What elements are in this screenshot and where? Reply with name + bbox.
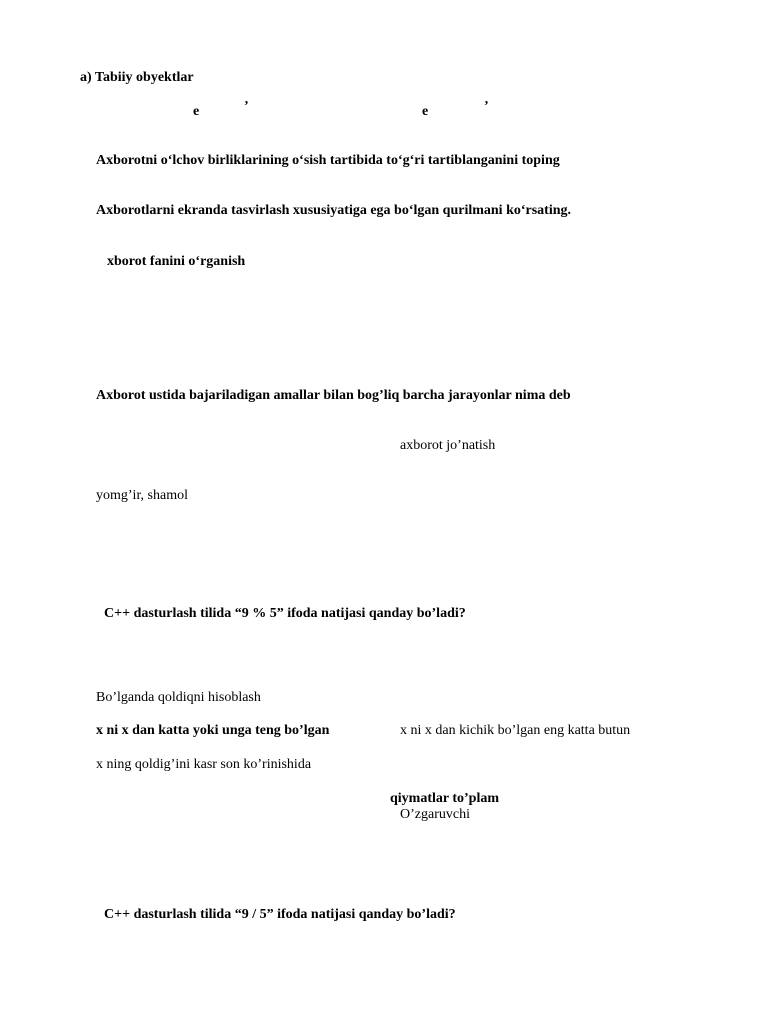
answer-text: axborot jo’natish	[400, 438, 496, 453]
text-fragment: e	[193, 104, 200, 119]
answer-text: O’zgaruvchi	[400, 807, 470, 822]
answer-text: x ni x dan katta yoki unga teng bo’lgan	[96, 723, 330, 738]
question-text: Axborotni o‘lchov birliklarining o‘sish tartibida to‘g‘ri tartiblanganini toping	[96, 153, 560, 168]
text-fragment: e	[422, 104, 429, 119]
answer-text: x ning qoldig’ini kasr son ko’rinishida	[96, 757, 312, 772]
question-text: C++ dasturlash tilida “9 / 5” ifoda natijasi qanday bo’ladi?	[104, 907, 456, 922]
text-fragment: ’	[244, 99, 249, 114]
answer-text: qiymatlar to’plam	[390, 791, 500, 806]
answer-text: xborot fanini o‘rganish	[107, 254, 246, 269]
answer-text: yomg’ir, shamol	[96, 488, 188, 503]
question-text: C++ dasturlash tilida “9 % 5” ifoda natijasi qanday bo’ladi?	[104, 606, 466, 621]
answer-text: x ni x dan kichik bo’lgan eng katta butun	[400, 723, 631, 738]
text-fragment: ’	[484, 99, 489, 114]
answer-text: Bo’lganda qoldiqni hisoblash	[96, 690, 261, 705]
question-text: Axborot ustida bajariladigan amallar bilan bog’liq barcha jarayonlar nima deb	[96, 388, 571, 403]
heading-natural-objects: a) Tabiiy obyektlar	[80, 70, 194, 85]
question-text: Axborotlarni ekranda tasvirlash xususiyatiga ega bo‘lgan qurilmani ko‘rsating.	[96, 203, 572, 218]
